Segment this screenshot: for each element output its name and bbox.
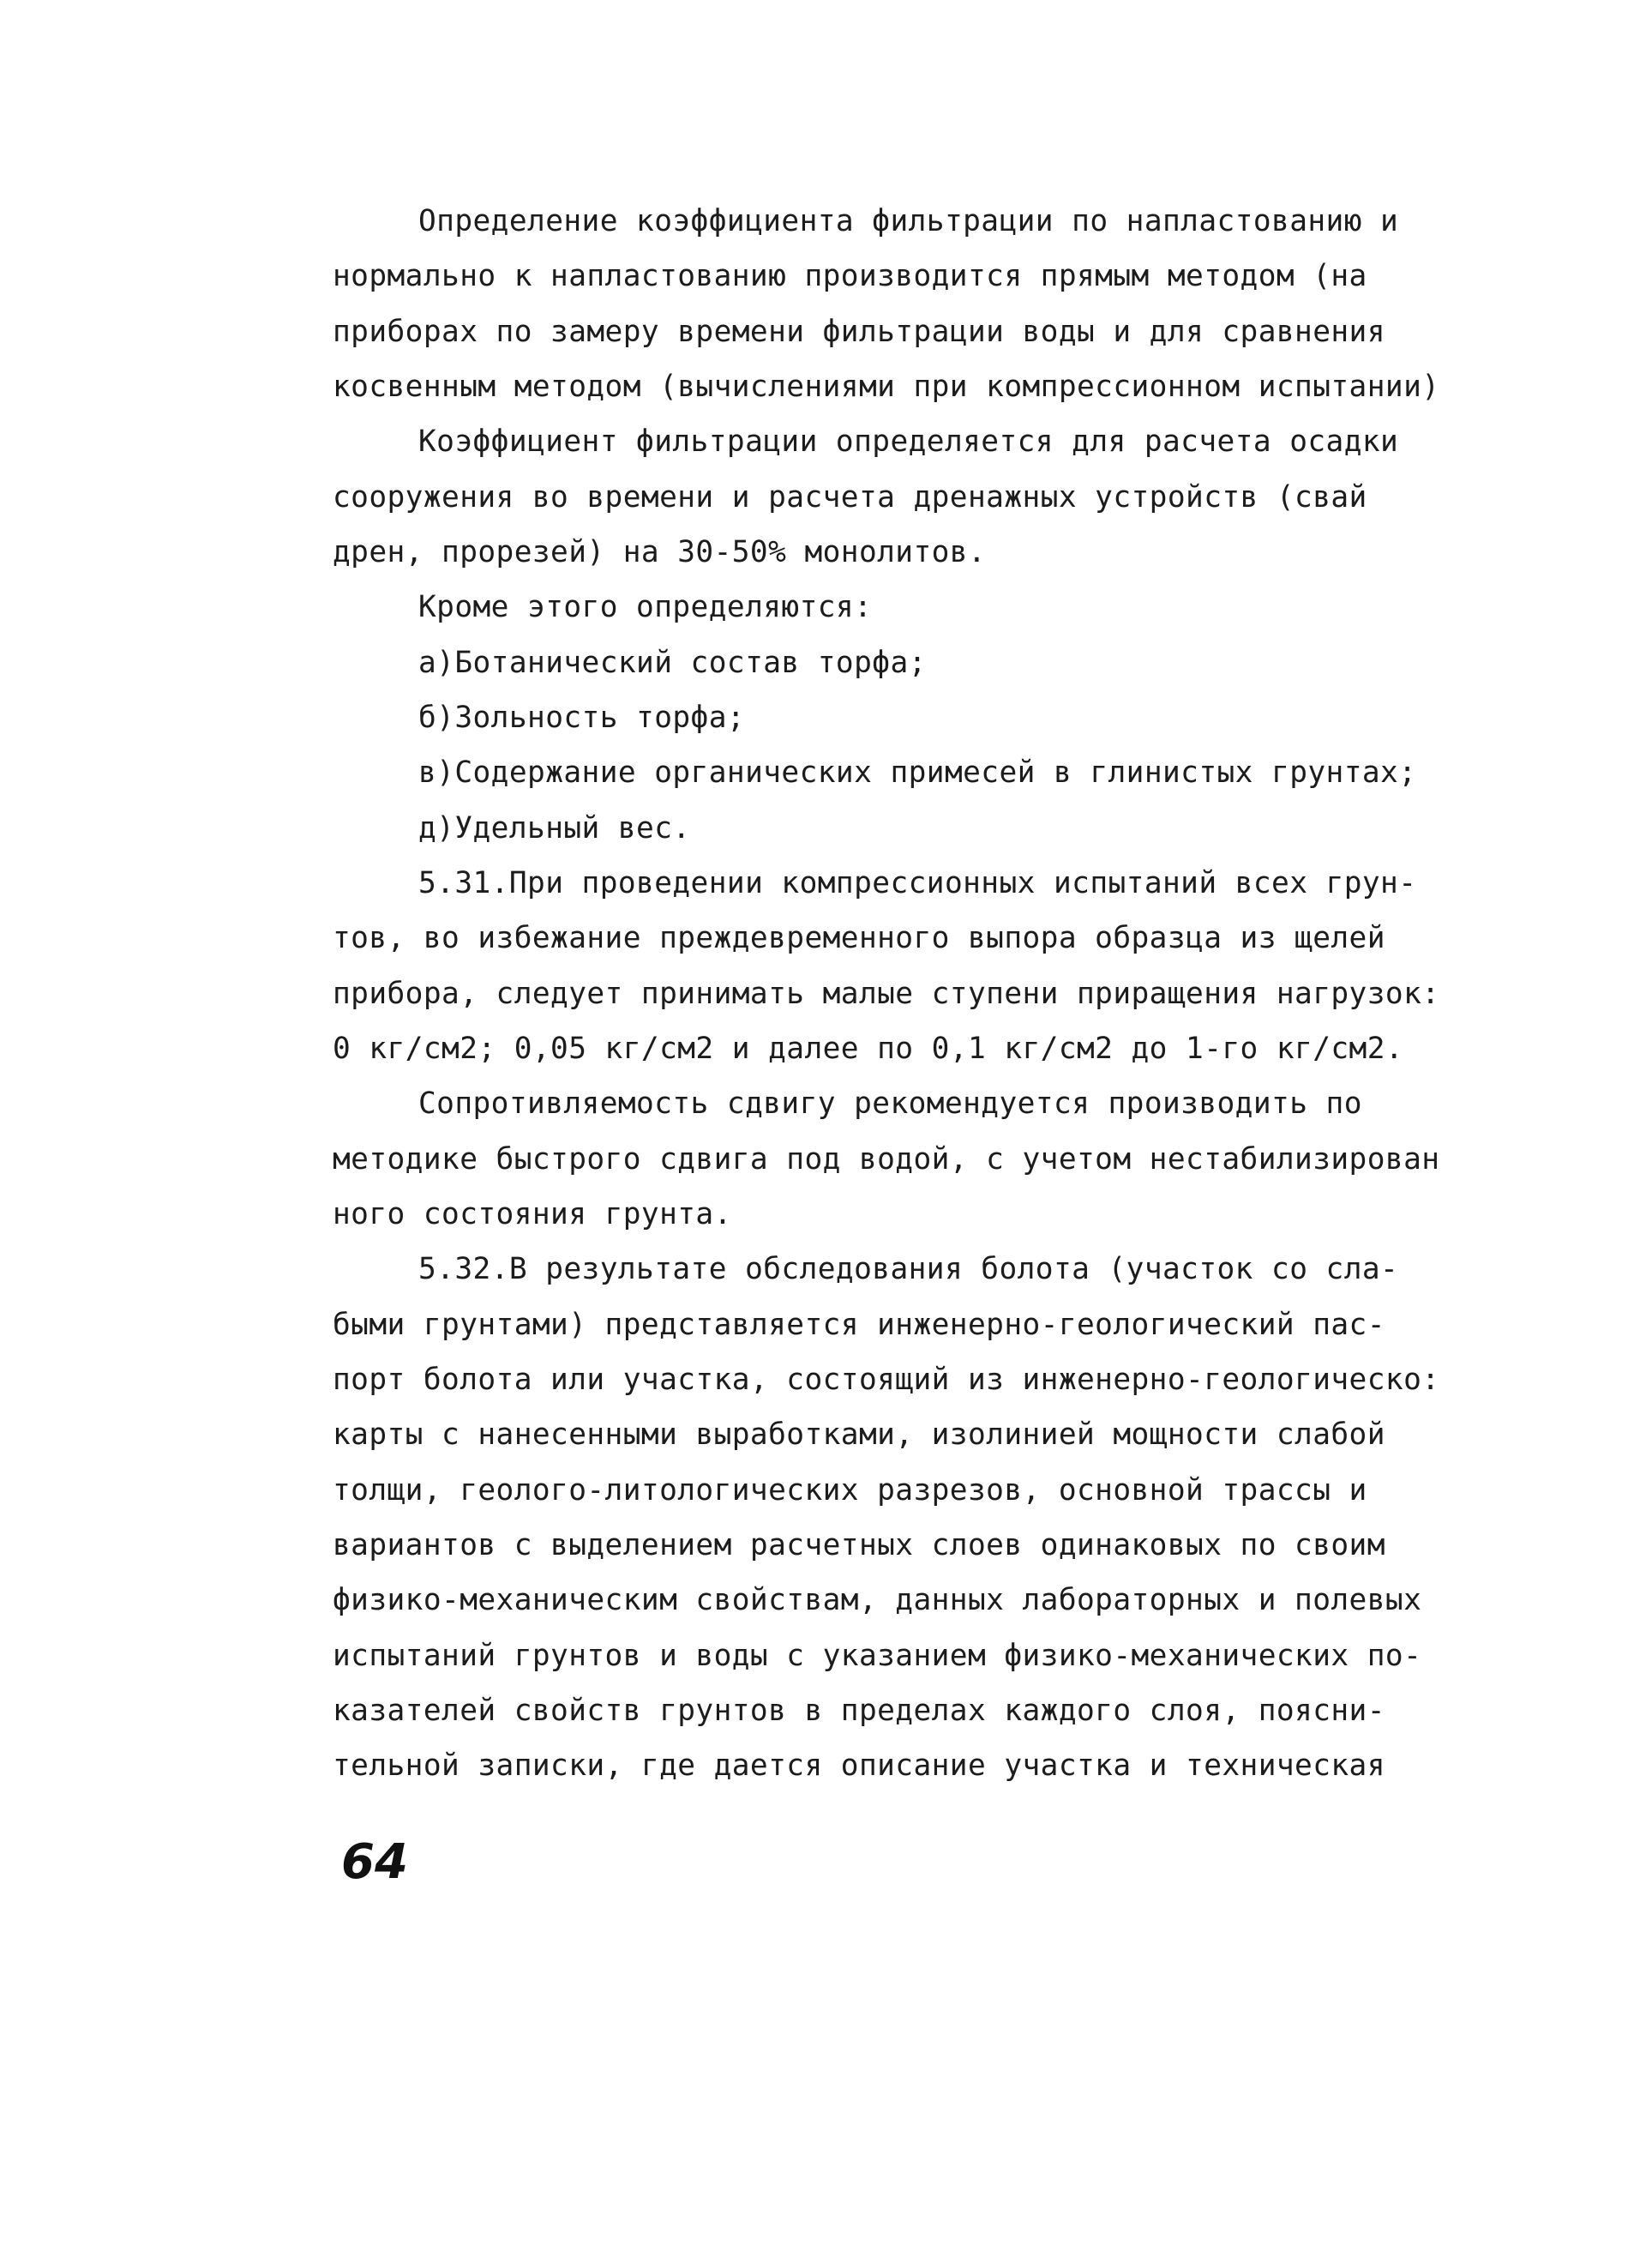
text-line: казателей свойств грунтов в пределах каждого слоя, поясни- <box>333 1694 1385 1728</box>
list-item: д)Удельный вес. <box>418 811 691 846</box>
text-line: сооружения во времени и расчета дренажных устройств (свай <box>333 480 1367 515</box>
text-line: карты с нанесенными выработками, изолинией мощности слабой <box>333 1417 1385 1452</box>
text-line: быми грунтами) представляется инженерно-геологический пас- <box>333 1308 1385 1342</box>
page-number: 64 <box>341 1834 408 1890</box>
text-line: Коэффициент фильтрации определяется для расчета осадки <box>418 424 1399 459</box>
text-line: ного состояния грунта. <box>333 1197 732 1231</box>
list-item: б)Зольность торфа; <box>418 701 746 735</box>
text-line: испытаний грунтов и воды с указанием физико-механических по- <box>333 1639 1422 1673</box>
text-line: 0 кг/см2; 0,05 кг/см2 и далее по 0,1 кг/см2 до 1-го кг/см2. <box>333 1032 1404 1066</box>
text-line: тельной записки, где дается описание участка и техническая <box>333 1748 1385 1783</box>
section-paragraph-5-31: 5.31.При проведении компрессионных испытаний всех грун- <box>418 866 1417 900</box>
text-line: физико-механическим свойствам, данных лабораторных и полевых <box>333 1583 1422 1617</box>
text-line: Сопротивляемость сдвигу рекомендуется производить по <box>418 1086 1362 1121</box>
list-item: а)Ботанический состав торфа; <box>418 646 927 680</box>
list-item: в)Содержание органических примесей в глинистых грунтах; <box>418 755 1417 790</box>
section-paragraph-5-32: 5.32.В результате обследования болота (участок со сла- <box>418 1252 1399 1286</box>
text-line: тов, во избежание преждевременного выпора образца из щелей <box>333 921 1385 955</box>
text-line: дрен, прорезей) на 30-50% монолитов. <box>333 535 987 569</box>
text-line: вариантов с выделением расчетных слоев одинаковых по своим <box>333 1528 1385 1562</box>
text-line: толщи, геолого-литологических разрезов, основной трассы и <box>333 1473 1367 1508</box>
text-line: нормально к напластованию производится прямым методом (на <box>333 259 1367 293</box>
text-line: методике быстрого сдвига под водой, с учетом нестабилизирован <box>333 1142 1440 1177</box>
text-line: Определение коэффициента фильтрации по напластованию и <box>418 204 1399 238</box>
text-line: прибора, следует принимать малые ступени приращения нагрузок: <box>333 977 1440 1011</box>
text-line: порт болота или участка, состоящий из инженерно-геологическо: <box>333 1363 1440 1397</box>
text-line: Кроме этого определяются: <box>418 590 873 624</box>
text-line: приборах по замеру времени фильтрации воды и для сравнения <box>333 315 1385 349</box>
text-line: косвенным методом (вычислениями при компрессионном испытании) <box>333 370 1440 404</box>
